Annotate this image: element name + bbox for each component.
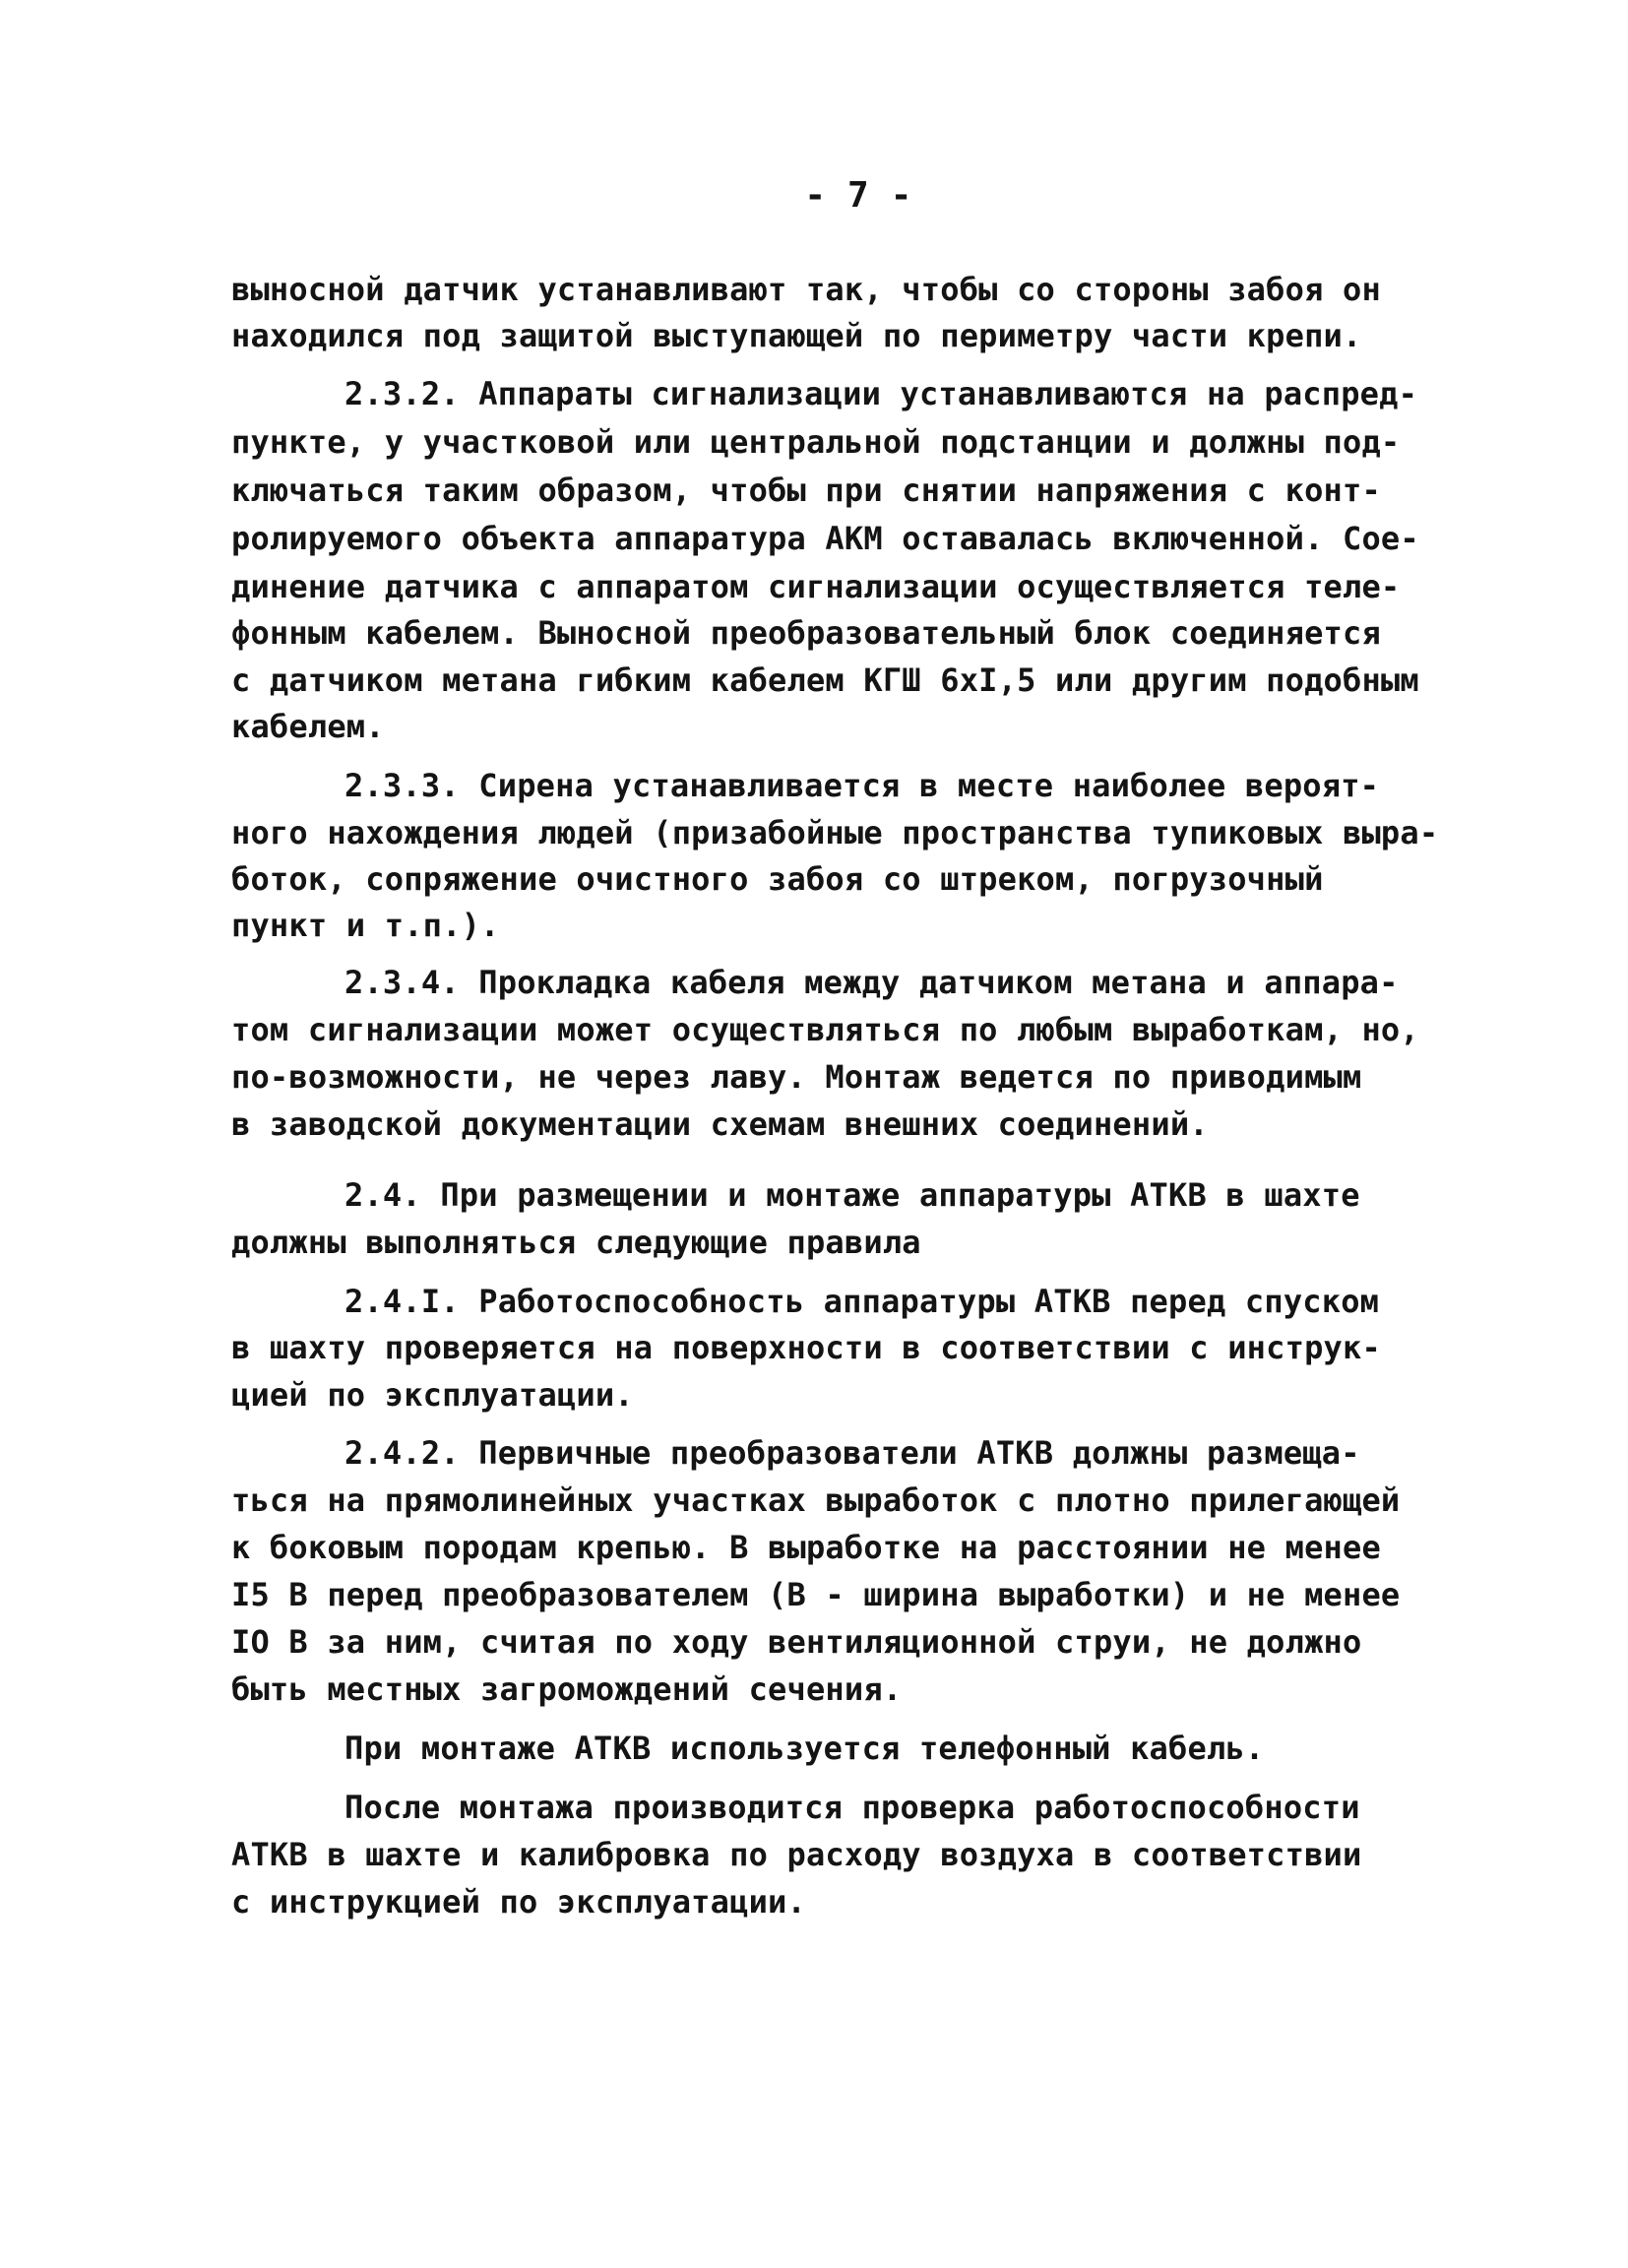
text-line: пункт и т.п.).: [231, 907, 500, 944]
text-line: пункте, у участковой или центральной подстанции и должны под-: [231, 423, 1401, 461]
text-line: цией по эксплуатации.: [231, 1376, 634, 1414]
paragraph-2-3-2-start: 2.3.2. Аппараты сигнализации устанавливаются на распред-: [344, 375, 1418, 412]
text-line: ролируемого объекта аппаратура АКМ оставалась включенной. Сое-: [231, 520, 1419, 557]
text-line: быть местных загромождений сечения.: [231, 1670, 903, 1708]
paragraph-2-4-2-start: 2.4.2. Первичные преобразователи АТКВ должны размеща-: [344, 1434, 1360, 1472]
paragraph-2-4-1-start: 2.4.I. Работоспособность аппаратуры АТКВ перед спуском: [344, 1283, 1380, 1320]
text-line: с инструкцией по эксплуатации.: [231, 1883, 806, 1921]
text-line: фонным кабелем. Выносной преобразовательный блок соединяется: [231, 614, 1381, 652]
text-line: I5 В перед преобразователем (В - ширина выработки) и не менее: [231, 1576, 1401, 1613]
paragraph-cable-note: При монтаже АТКВ используется телефонный кабель.: [344, 1730, 1265, 1767]
text-line: кабелем.: [231, 708, 385, 745]
text-line: IО В за ним, считая по ходу вентиляционной струи, не должно: [231, 1623, 1362, 1661]
text-line: в заводской документации схемам внешних соединений.: [231, 1105, 1209, 1143]
text-line: выносной датчик устанавливают так, чтобы со стороны забоя он: [231, 271, 1381, 308]
page-number: - 7 -: [804, 175, 912, 216]
text-line: том сигнализации может осуществляться по любым выработкам, но,: [231, 1011, 1419, 1048]
paragraph-2-3-3-start: 2.3.3. Сирена устанавливается в месте наиболее вероят-: [344, 767, 1380, 804]
paragraph-2-4-start: 2.4. При размещении и монтаже аппаратуры АТКВ в шахте: [344, 1176, 1360, 1214]
text-line: ться на прямолинейных участках выработок с плотно прилегающей: [231, 1481, 1401, 1519]
text-line: АТКВ в шахте и калибровка по расходу воздуха в соответствии: [231, 1836, 1362, 1873]
text-line: находился под защитой выступающей по периметру части крепи.: [231, 317, 1362, 354]
text-line: ного нахождения людей (призабойные пространства тупиковых выра-: [231, 814, 1439, 851]
paragraph-2-3-4-start: 2.3.4. Прокладка кабеля между датчиком метана и аппара-: [344, 964, 1399, 1001]
text-line: к боковым породам крепью. В выработке на расстоянии не менее: [231, 1529, 1381, 1566]
text-line: должны выполняться следующие правила: [231, 1224, 921, 1261]
text-line: в шахту проверяется на поверхности в соответствии с инструк-: [231, 1329, 1381, 1366]
text-line: боток, сопряжение очистного забоя со штреком, погрузочный: [231, 860, 1324, 898]
text-line: по-возможности, не через лаву. Монтаж ведется по приводимым: [231, 1058, 1362, 1096]
text-line: динение датчика с аппаратом сигнализации осуществляется теле-: [231, 568, 1401, 605]
paragraph-after-install-start: После монтажа производится проверка работоспособности: [344, 1789, 1360, 1826]
text-line: с датчиком метана гибким кабелем КГШ 6хI,5 или другим подобным: [231, 662, 1419, 699]
text-line: ключаться таким образом, чтобы при снятии напряжения с конт-: [231, 472, 1381, 509]
